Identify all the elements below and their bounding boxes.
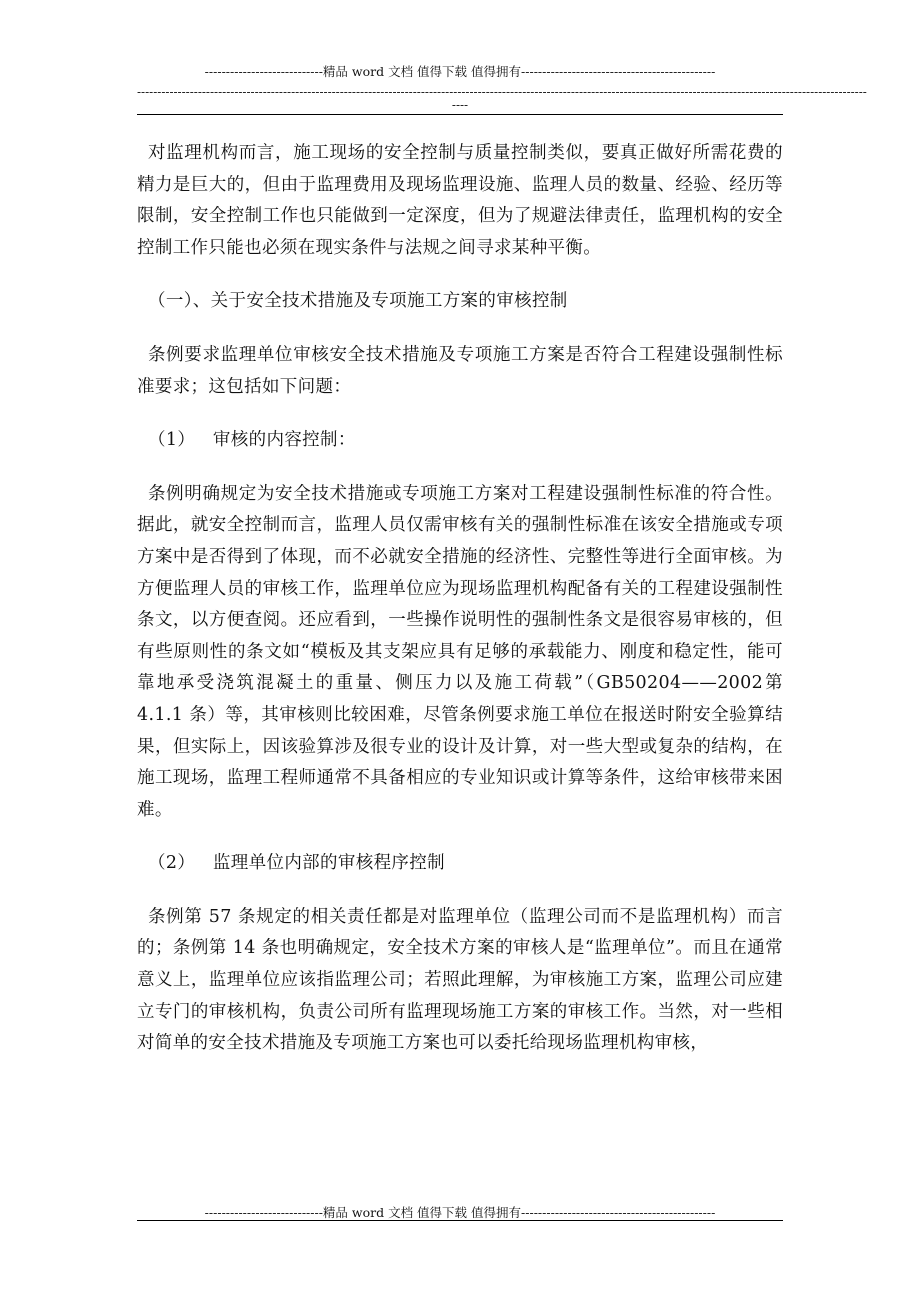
paragraph-intro: 对监理机构而言，施工现场的安全控制与质量控制类似，要真正做好所需花费的精力是巨大的，但由于监理费用及现场监理设施、监理人员的数量、经验、经历等限制，安全控制工作也只能做到一定深度，但为了规避法律责任，监理机构的安全控制工作只能也必须在现实条件与法规之间寻求某种平衡。 <box>137 143 783 258</box>
header-dash-tail: ---- <box>451 98 469 112</box>
header-rule <box>137 114 783 115</box>
paragraph-procedure-control: 条例第 57 条规定的相关责任都是对监理单位（监理公司而不是监理机构）而言的；条例第 14 条也明确规定，安全技术方案的审核人是“监理单位”。而且在通常意义上，监理单位应该指监理公司；若照此理解，为审核施工方案，监理公司应建立专门的审核机构，负责公司所有监理现场施工方案的审核工作。当然，对一些相对简单的安全技术措施及专项施工方案也可以委托给现场监理机构审核， <box>137 906 783 1054</box>
paragraph-requirement: 条例要求监理单位审核安全技术措施及专项施工方案是否符合工程建设强制性标准要求；这包括如下问题： <box>137 344 783 397</box>
footer-rule <box>137 1220 783 1221</box>
subheading-2: （2） 监理单位内部的审核程序控制 <box>148 853 445 874</box>
footer-banner: ----------------------------精品 word 文档 值得下载 值得拥有---------------------------------------------- <box>204 1205 716 1220</box>
document-body <box>137 138 783 1082</box>
section-heading-1: （一）、关于安全技术措施及专项施工方案的审核控制 <box>148 291 568 312</box>
header-banner: ----------------------------精品 word 文档 值得下载 值得拥有---------------------------------------------- <box>204 64 716 79</box>
paragraph-content-control: 条例明确规定为安全技术措施或专项施工方案对工程建设强制性标准的符合性。据此，就安全控制而言，监理人员仅需审核有关的强制性标准在该安全措施或专项方案中是否得到了体现，而不必就安全措施的经济性、完整性等进行全面审核。为方便监理人员的审核工作，监理单位应为现场监理机构配备有关的工程建设强制性条文，以方便查阅。还应看到，一些操作说明性的强制性条文是很容易审核的，但有些原则性的条文如“模板及其支架应具有足够的承载能力、刚度和稳定性，能可靠地承受浇筑混凝土的重量、侧压力以及施工荷载”（GB50204——2002第 4.1.1 条）等，其审核则比较困难，尽管条例要求施工单位在报送时附安全验算结果，但实际上，因该验算涉及很专业的设计及计算，对一些大型或复杂的结构，在施工现场，监理工程师通常不具备相应的专业知识或计算等条件，这给审核带来困难。 <box>137 483 783 820</box>
subheading-1: （1） 审核的内容控制： <box>148 430 356 451</box>
header-dash-line: ------------------------------------------------------------------------------------------------------------------------------------------------------------------------------------ <box>137 85 867 99</box>
